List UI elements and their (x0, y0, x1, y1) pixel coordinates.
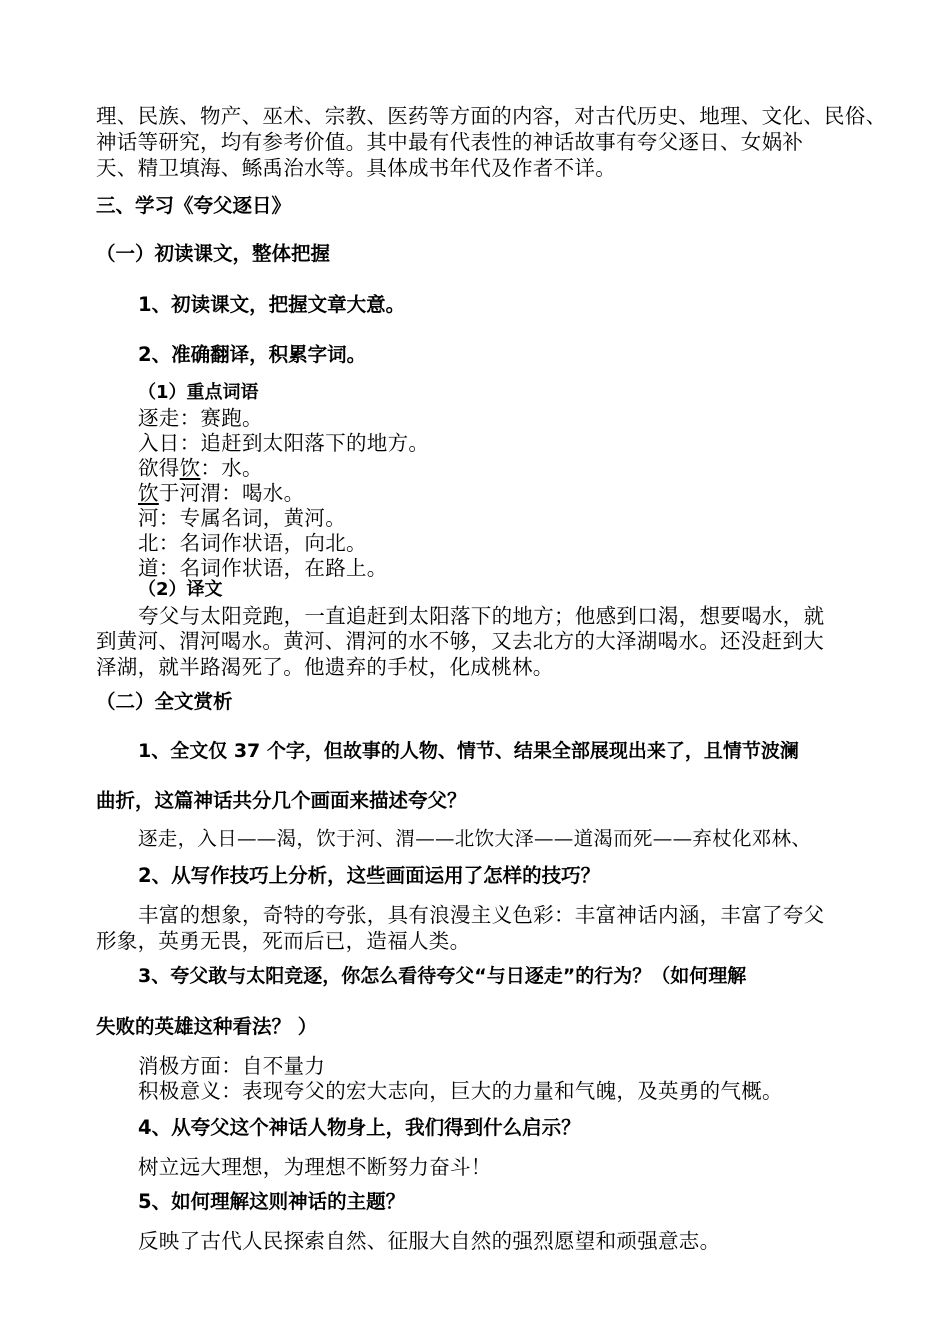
translation-line-1: 夸父与太阳竞跑，一直追赶到太阳落下的地方；他感到口渴，想要喝水，就 (138, 604, 825, 628)
intro-line-1: 理、民族、物产、巫术、宗教、医药等方面的内容，对古代历史、地理、文化、民俗、 (96, 104, 887, 128)
part-2-answer-5: 反映了古代人民探索自然、征服大自然的强烈愿望和顽强意志。 (138, 1229, 721, 1253)
part-2-question-2: 2、从写作技巧上分析，这些画面运用了怎样的技巧？ (138, 864, 601, 887)
part-2-question-1-line-2: 曲折，这篇神话共分几个画面来描述夸父？ (96, 789, 467, 812)
part-2-question-3-line-2: 失败的英雄这种看法？ ） (96, 1015, 318, 1038)
vocab-item-prefix: 欲得 (138, 456, 180, 480)
part-2-answer-3-line-2: 积极意义：表现夸父的宏大志向，巨大的力量和气魄，及英勇的气概。 (138, 1079, 783, 1103)
intro-line-2: 神话等研究，均有参考价值。其中最有代表性的神话故事有夸父逐日、女娲补 (96, 130, 804, 154)
vocab-item (138, 458, 263, 479)
translation-line-2: 到黄河、渭河喝水。黄河、渭河的水不够，又去北方的大泽湖喝水。还没赶到大 (96, 629, 824, 653)
part-1-question-2: 2、准确翻译，积累字词。 (138, 343, 367, 366)
part-2-question-1-line-1: 1、全文仅 37 个字，但故事的人物、情节、结果全部展现出来了，且情节波澜 (138, 740, 799, 762)
part-2-answer-1: 逐走，入日——渴，饮于河、渭——北饮大泽——道渴而死——弃杖化邓林、 (138, 827, 812, 850)
part-1-title: （一）初读课文，整体把握 (96, 242, 331, 265)
part-2-question-4: 4、从夸父这个神话人物身上，我们得到什么启示？ (138, 1116, 581, 1139)
vocab-item: 逐走：赛跑。 (138, 406, 263, 430)
part-2-answer-2-line-1: 丰富的想象，奇特的夸张，具有浪漫主义色彩：丰富神话内涵，丰富了夸父 (138, 903, 825, 927)
vocab-item-rest: 于河渭：喝水。 (158, 481, 305, 505)
translation-title: （2）译文 (138, 579, 223, 600)
part-2-question-5: 5、如何理解这则神话的主题？ (138, 1190, 406, 1213)
vocab-title: （1）重点词语 (138, 382, 259, 403)
translation-line-3: 泽湖，就半路渴死了。他遗弃的手杖，化成桃林。 (96, 655, 554, 679)
part-2-question-3-line-1: 3、夸父敢与太阳竞逐，你怎么看待夸父“与日逐走”的行为？（如何理解 (138, 965, 747, 987)
vocab-item: 河：专属名词，黄河。 (138, 506, 346, 530)
vocab-item: 入日：追赶到太阳落下的地方。 (138, 431, 430, 455)
vocab-item: 北：名词作状语，向北。 (138, 531, 367, 555)
part-2-answer-2-line-2: 形象，英勇无畏，死而后已，造福人类。 (96, 929, 471, 953)
part-2-title: （二）全文赏析 (96, 690, 233, 713)
section-3-title: 三、学习《夸父逐日》 (96, 194, 292, 217)
part-1-question-1: 1、初读课文，把握文章大意。 (138, 293, 406, 316)
part-2-answer-4: 树立远大理想，为理想不断努力奋斗！ (138, 1155, 492, 1179)
vocab-item-underlined: 饮 (179, 456, 201, 480)
vocab-item-rest: ：水。 (200, 456, 263, 480)
vocab-item (138, 483, 304, 504)
vocab-item-underlined: 饮 (138, 481, 159, 505)
part-2-answer-3-line-1: 消极方面：自不量力 (138, 1054, 326, 1078)
intro-line-3: 天、精卫填海、鲧禹治水等。具体成书年代及作者不详。 (96, 156, 616, 180)
vocab-item: 道：名词作状语，在路上。 (138, 556, 388, 580)
